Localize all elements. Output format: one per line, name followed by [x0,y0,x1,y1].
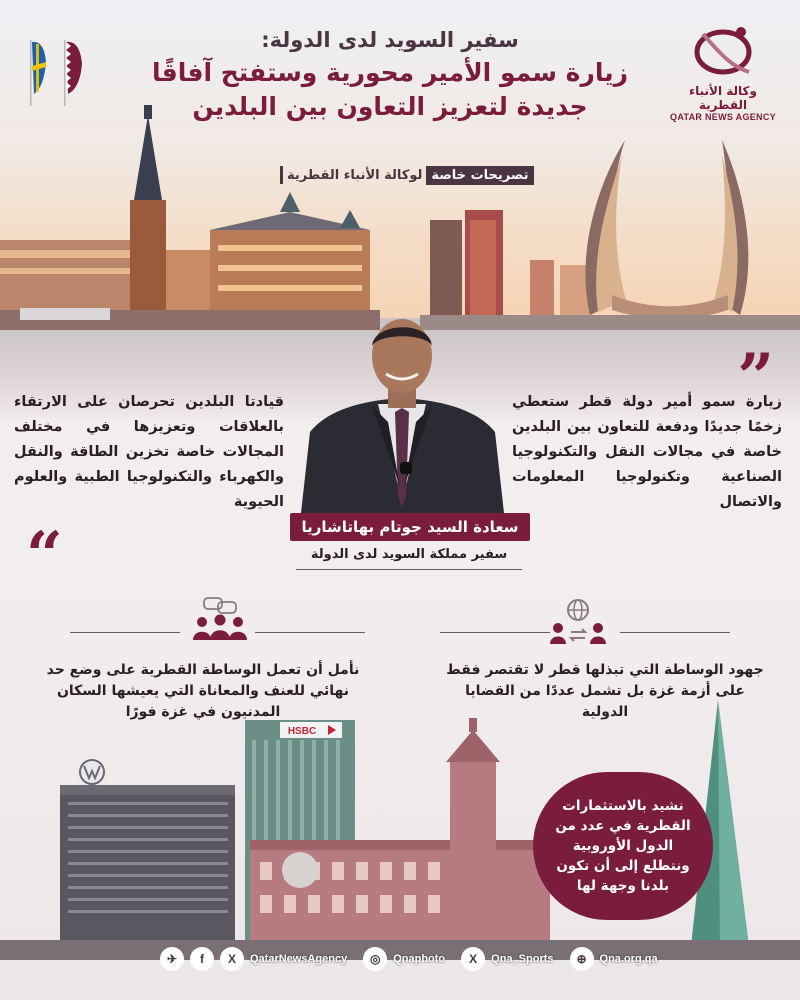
point-left-rule-left [70,632,180,633]
point-right-text: جهود الوساطة التي تبذلها قطر لا تقتصر فقط على أزمة غزة بل تشمل عددًا من القضايا الدولية [446,662,764,720]
qna-logo [668,22,778,122]
social-bar [160,944,668,974]
point-left-rule-right [255,632,365,633]
telegram-icon[interactable]: ✈ [160,947,184,971]
facebook-icon[interactable]: f [190,947,214,971]
logo-arabic-text: وكالة الأنباء القطرية [689,84,757,112]
point-right-rule-right [620,632,730,633]
quote-right-text: زيارة سمو أمير دولة قطر ستعطي زخمًا جديدًا ودفعة للتعاون بين البلدين خاصة في مجالات النقل والتكنولوجيا الصناعية وتكنولوجيا المعلومات والاتصال [512,394,782,510]
point-right-rule-left [440,632,550,633]
ambassador-name: سعادة السيد جوتام بهاتاشاريا [290,513,530,541]
quote-left-text: قيادتا البلدين تحرصان على الارتقاء بالعلاقات وتعزيزها في مختلف المجالات خاصة تخزين الطاقة والنقل والكهرباء والتكنولوجيا الطبية والعلوم الحيوية [14,394,284,510]
investment-quote-bubble: نشيد بالاستثمارات القطرية في عدد من الدول الأوروبية ونتطلع إلى أن تكون بلدنا وجهة لها [533,772,713,920]
headline-title-line-2: جديدة لتعزيز التعاون بين البلدين [192,92,588,121]
people-discussion-icon [190,596,250,646]
headline-title-line-1: زيارة سمو الأمير محورية وستفتح آفاقًا [151,58,628,87]
logo-english-text: QATAR NEWS AGENCY [670,112,776,122]
qna-logo-icon [683,22,763,78]
sweden-flag-icon [30,40,46,106]
qatar-flag-icon [64,40,82,106]
website-link[interactable]: Qna.org.qa [599,953,658,965]
x-icon[interactable]: X [220,947,244,971]
x-sports-icon[interactable]: X [461,947,485,971]
social-handle-sports[interactable]: Qna_Sports [491,953,554,965]
quote-close-icon: “ [26,518,63,593]
quote-open-icon: ” [737,340,774,415]
headline-block [120,28,660,124]
source-tag-bar [280,166,283,184]
hsbc-sign: HSBC [287,726,317,737]
role-divider [296,569,522,570]
globe-exchange-icon [548,598,608,648]
ambassador-role: سفير مملكة السويد لدى الدولة [310,547,508,562]
source-tag-highlight: تصريحات خاصة [426,166,533,185]
flags-illustration [24,32,94,112]
headline-kicker: سفير السويد لدى الدولة: [261,28,519,52]
social-handle-photo[interactable]: Qnaphoto [393,953,446,965]
ambassador-portrait [300,312,505,522]
point-left-text: نأمل أن تعمل الوساطة القطرية على وضع حد نهائي للعنف والمعاناة التي يعيشها السكان المدنيون في غزة فورًا [46,662,360,720]
skyline-illustration [0,100,800,340]
source-tag [280,163,534,187]
vw-logo-icon [80,760,104,784]
globe-icon[interactable]: ⊕ [570,947,594,971]
source-tag-text: لوكالة الأنباء القطرية [287,167,423,183]
instagram-icon[interactable]: ◎ [363,947,387,971]
social-handle-qna[interactable]: QatarNewsAgency [250,953,348,965]
